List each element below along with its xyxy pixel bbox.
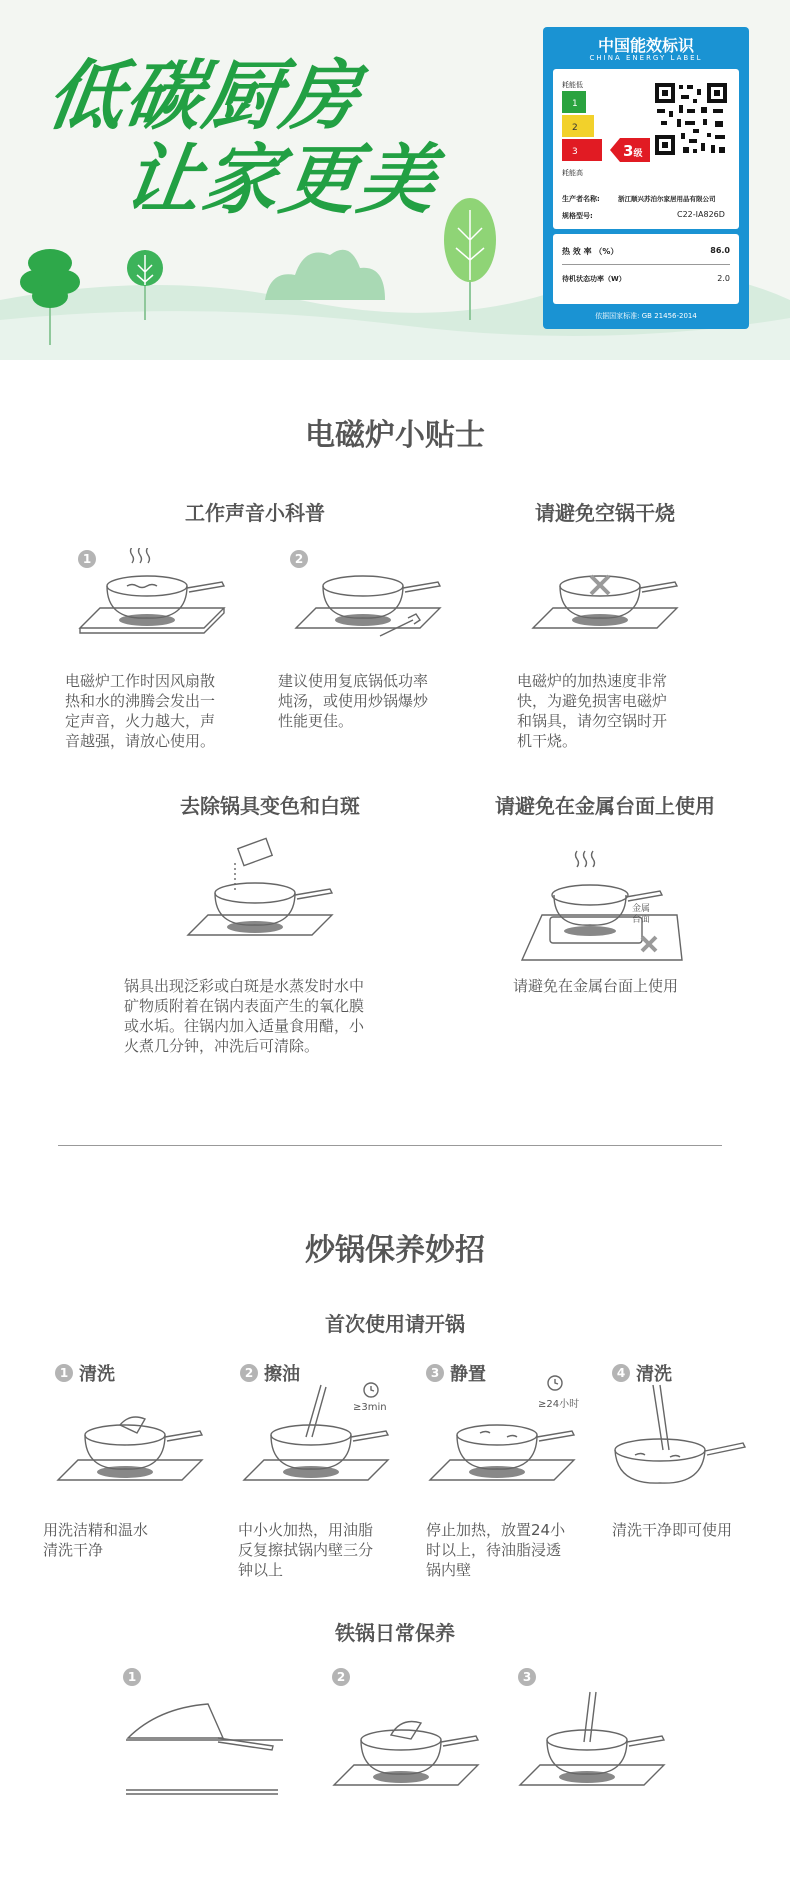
energy-spec-panel <box>553 234 739 304</box>
rest-text: 停止加热，放置24小 时以上，待油脂浸透 锅内壁 <box>426 1521 566 1579</box>
energy-label <box>543 27 749 329</box>
first-use-step-1 <box>55 1360 115 1386</box>
slogan-line1: 低碳厨房 <box>41 51 367 140</box>
wash-illustration <box>50 1395 210 1495</box>
low-consumption-label: 耗能低 <box>562 81 583 89</box>
first-use-title: 首次使用请开锅 <box>325 1312 465 1336</box>
sound-text-1: 电磁炉工作时因风扇散 热和水的沸腾会发出一 定声音，火力越大，声 音越强，请放心使用。 <box>65 672 216 750</box>
tree-icon <box>444 198 496 320</box>
slogan-line2: 让家更美 <box>118 135 444 224</box>
energy-grade-panel <box>553 69 739 229</box>
wash-text: 用洗洁精和温水 清洗干净 <box>43 1521 149 1559</box>
standard-text: 依据国家标准: GB 21456-2014 <box>595 312 697 320</box>
cooktop-vinegar-illustration <box>180 835 340 955</box>
rinse-text: 清洗干净即可使用 <box>612 1521 733 1539</box>
stain-text: 锅具出现泛彩或白斑是水蒸发时水中 矿物质附着在锅内表面产生的氧化膜 或水垢。往锅内加入适量食用醋，小 火煮几分钟，冲洗后可清除。 <box>124 977 365 1055</box>
energy-label-subtitle: CHINA ENERGY LABEL <box>589 54 703 62</box>
tips-title: 电磁炉小贴士 <box>305 418 485 453</box>
care-title: 炒锅保养妙招 <box>305 1233 485 1268</box>
energy-label-title: 中国能效标识 <box>597 36 694 55</box>
grade-3: 3 <box>572 147 578 157</box>
cooktop-wok-illustration <box>288 548 448 648</box>
step-number: 3 <box>426 1364 444 1382</box>
divider <box>562 264 730 265</box>
manufacturer-value: 浙江顺兴苏泊尔家居用品有限公司 <box>618 195 716 203</box>
efficiency-value: 86.0 <box>710 246 730 255</box>
step-title: 静置 <box>450 1364 486 1385</box>
grade-2: 2 <box>572 123 578 133</box>
rest-time: ≥24小时 <box>538 1399 580 1410</box>
wok-oil-brush-illustration <box>512 1680 672 1800</box>
sound-text-2: 建议使用复底锅低功率 炖汤，或使用炒锅爆炒 性能更佳。 <box>278 672 429 730</box>
stain-title: 去除锅具变色和白斑 <box>180 794 360 818</box>
oil-text: 中小火加热，用油脂 反复擦拭锅内壁三分 钟以上 <box>238 1521 374 1579</box>
metal-surface-tag: 金属 台面 <box>632 904 651 925</box>
oil-time: ≥3min <box>353 1402 387 1413</box>
wok-wipe-illustration <box>326 1690 486 1800</box>
grade-1: 1 <box>572 99 578 109</box>
step-number: 4 <box>612 1364 630 1382</box>
rinse-illustration <box>605 1375 755 1495</box>
step-number: 2 <box>240 1364 258 1382</box>
sound-title: 工作声音小科普 <box>185 501 325 525</box>
efficiency-label: 热 效 率 （%） <box>562 247 619 256</box>
step-number: 2 <box>290 550 308 568</box>
grade-value: 3 <box>623 142 634 160</box>
cooktop-boiling-illustration <box>72 548 232 648</box>
manufacturer-label: 生产者名称: <box>562 195 600 203</box>
standby-value: 2.0 <box>717 274 730 283</box>
metal-title: 请避免在金属台面上使用 <box>495 794 715 818</box>
step-number: 1 <box>123 1668 141 1686</box>
step-number: 1 <box>78 550 96 568</box>
step-title: 擦油 <box>264 1364 300 1385</box>
wok-drying-illustration <box>118 1690 288 1800</box>
step-number: 1 <box>55 1364 73 1382</box>
model-value: C22-IA826D <box>677 210 725 219</box>
section-divider <box>58 1145 722 1146</box>
grade-indicator <box>623 142 642 160</box>
standby-label: 待机状态功率（W） <box>562 275 626 283</box>
dry-burn-title: 请避免空锅干烧 <box>535 501 675 525</box>
model-label: 规格型号: <box>562 212 593 220</box>
step-title: 清洗 <box>636 1364 672 1385</box>
rest-illustration <box>422 1375 582 1495</box>
step-number: 2 <box>332 1668 350 1686</box>
high-consumption-label: 耗能高 <box>562 169 583 177</box>
grade-unit: 级 <box>633 149 643 159</box>
oil-illustration <box>236 1375 396 1495</box>
dry-burn-text: 电磁炉的加热速度非常 快，为避免损害电磁炉 和锅具，请勿空锅时开 机干烧。 <box>517 672 668 750</box>
cooktop-empty-illustration <box>525 548 685 648</box>
qr-code-icon <box>653 81 729 157</box>
metal-text: 请避免在金属台面上使用 <box>513 977 679 995</box>
cooktop-metal-surface-illustration <box>512 845 687 970</box>
daily-care-title: 铁锅日常保养 <box>335 1621 455 1645</box>
step-number: 3 <box>518 1668 536 1686</box>
step-title: 清洗 <box>79 1364 115 1385</box>
